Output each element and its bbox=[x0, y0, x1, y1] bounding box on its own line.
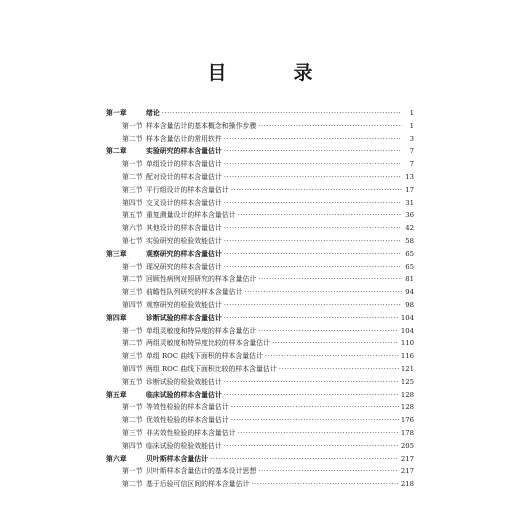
toc-entry-label: 第三节 bbox=[122, 288, 143, 297]
leader-dots bbox=[162, 107, 402, 120]
toc-page-number: 13 bbox=[405, 172, 414, 181]
toc-entry-title: 两组 ROC 曲线下面积比较的样本含量估计 bbox=[146, 364, 277, 373]
toc-section-row[interactable] bbox=[106, 184, 414, 197]
toc-entry-label: 第四节 bbox=[122, 441, 143, 450]
toc-entry-label: 第二节 bbox=[122, 134, 143, 143]
leader-dots bbox=[224, 197, 402, 210]
toc-section-row[interactable] bbox=[106, 325, 414, 338]
toc-page-number: 42 bbox=[405, 224, 414, 233]
toc-page-number: 1 bbox=[409, 121, 414, 130]
toc-entry-label: 第四节 bbox=[122, 364, 143, 373]
toc-entry-title: 配对设计的样本含量估计 bbox=[146, 172, 222, 181]
toc-section-row[interactable] bbox=[106, 337, 414, 350]
toc-section-row[interactable] bbox=[106, 120, 414, 133]
toc-section-row[interactable] bbox=[106, 299, 414, 312]
toc-entry-title: 平行组设计的样本含量估计 bbox=[146, 185, 229, 194]
toc-section-row[interactable] bbox=[106, 158, 414, 171]
toc-entry-label: 第六章 bbox=[106, 454, 127, 463]
toc-entry-title: 基于后验可信区间的样本含量估计 bbox=[146, 480, 250, 489]
toc-section-row[interactable] bbox=[106, 261, 414, 274]
toc-entry-label: 第二节 bbox=[122, 339, 143, 348]
toc-entry-label: 第二节 bbox=[122, 480, 143, 489]
toc-chapter-row[interactable] bbox=[106, 145, 414, 158]
leader-dots bbox=[231, 414, 399, 427]
toc-entry-label: 第五节 bbox=[122, 211, 143, 220]
toc-entry-label: 第二节 bbox=[122, 172, 143, 181]
toc-entry-title: 绪论 bbox=[146, 109, 160, 117]
toc-entry-title: 样本含量估计的常用软件 bbox=[146, 134, 222, 143]
toc-section-row[interactable] bbox=[106, 478, 414, 491]
toc-entry-title: 观察研究的样本含量估计 bbox=[146, 249, 222, 258]
leader-dots bbox=[231, 401, 399, 414]
toc-entry-label: 第一节 bbox=[122, 262, 143, 271]
toc-page-number: 176 bbox=[400, 416, 414, 425]
leader-dots bbox=[210, 453, 399, 466]
toc-page-number: 205 bbox=[400, 441, 414, 450]
toc-entry-title: 单组灵敏度和特异度的样本含量估计 bbox=[146, 326, 257, 335]
toc-entry-label: 第三章 bbox=[106, 249, 127, 258]
toc-entry-label: 第一节 bbox=[122, 467, 143, 476]
table-of-contents bbox=[106, 107, 414, 491]
leader-dots bbox=[258, 465, 399, 478]
toc-page-number: 116 bbox=[400, 352, 414, 361]
toc-page-number: 217 bbox=[400, 467, 414, 476]
toc-entry-label: 第一章 bbox=[106, 109, 127, 117]
toc-page-number: 98 bbox=[405, 300, 414, 309]
toc-section-row[interactable] bbox=[106, 440, 414, 453]
toc-page-number: 178 bbox=[400, 428, 414, 437]
toc-section-row[interactable] bbox=[106, 197, 414, 210]
leader-dots bbox=[224, 158, 402, 171]
toc-section-row[interactable] bbox=[106, 273, 414, 286]
toc-entry-title: 单组 ROC 曲线下面积的样本含量估计 bbox=[146, 352, 263, 361]
toc-entry-title: 两组灵敏度和特异度比较的样本含量估计 bbox=[146, 339, 271, 348]
toc-page-number: 17 bbox=[405, 185, 414, 194]
toc-entry-label: 第一节 bbox=[122, 160, 143, 169]
toc-entry-label: 第六节 bbox=[122, 224, 143, 233]
toc-entry-label: 第四章 bbox=[106, 313, 127, 322]
toc-entry-label: 第四节 bbox=[122, 198, 143, 207]
toc-chapter-row[interactable] bbox=[106, 453, 414, 466]
toc-entry-label: 第一节 bbox=[122, 403, 143, 412]
toc-entry-title: 等效性检验的样本含量估计 bbox=[146, 403, 229, 412]
toc-section-row[interactable] bbox=[106, 286, 414, 299]
toc-section-row[interactable] bbox=[106, 401, 414, 414]
leader-dots bbox=[224, 389, 399, 402]
toc-page-number: 104 bbox=[400, 326, 414, 335]
toc-page-number: 125 bbox=[400, 377, 414, 386]
toc-page-number: 218 bbox=[400, 480, 414, 489]
toc-entry-label: 第二节 bbox=[122, 275, 143, 284]
leader-dots bbox=[224, 312, 399, 325]
toc-entry-title: 回顾性病例对照研究的样本含量估计 bbox=[146, 275, 257, 284]
toc-section-row[interactable] bbox=[106, 376, 414, 389]
leader-dots bbox=[279, 363, 399, 376]
toc-chapter-row[interactable] bbox=[106, 107, 414, 120]
leader-dots bbox=[272, 337, 399, 350]
page-title: 目 录 bbox=[207, 62, 337, 84]
toc-page-number: 7 bbox=[409, 147, 414, 156]
toc-section-row[interactable] bbox=[106, 427, 414, 440]
toc-section-row[interactable] bbox=[106, 171, 414, 184]
toc-page-number: 1 bbox=[409, 109, 414, 117]
toc-entry-title: 重复测量设计的样本含量估计 bbox=[146, 211, 236, 220]
toc-entry-label: 第五节 bbox=[122, 377, 143, 386]
toc-page-number: 65 bbox=[405, 249, 414, 258]
leader-dots bbox=[224, 248, 402, 261]
toc-section-row[interactable] bbox=[106, 209, 414, 222]
toc-section-row[interactable] bbox=[106, 222, 414, 235]
toc-entry-label: 第二章 bbox=[106, 147, 127, 156]
toc-entry-title: 现况研究的样本含量估计 bbox=[146, 262, 222, 271]
toc-entry-label: 第一节 bbox=[122, 326, 143, 335]
toc-page-number: 3 bbox=[409, 134, 414, 143]
toc-section-row[interactable] bbox=[106, 133, 414, 146]
leader-dots bbox=[258, 120, 402, 133]
toc-page-number: 81 bbox=[405, 275, 414, 284]
leader-dots bbox=[238, 427, 399, 440]
leader-dots bbox=[258, 325, 399, 338]
toc-entry-title: 优效性检验的样本含量估计 bbox=[146, 416, 229, 425]
toc-entry-title: 单组设计的样本含量估计 bbox=[146, 160, 222, 169]
toc-section-row[interactable] bbox=[106, 350, 414, 363]
toc-entry-label: 第五章 bbox=[106, 390, 127, 399]
toc-page-number: 31 bbox=[405, 198, 414, 207]
leader-dots bbox=[251, 478, 398, 491]
toc-section-row[interactable] bbox=[106, 414, 414, 427]
toc-entry-label: 第三节 bbox=[122, 185, 143, 194]
toc-entry-title: 交叉设计的样本含量估计 bbox=[146, 198, 222, 207]
toc-page-number: 7 bbox=[409, 160, 414, 169]
toc-entry-label: 第七节 bbox=[122, 236, 143, 245]
toc-entry-title: 贝叶斯样本含量估计 bbox=[146, 454, 209, 463]
toc-entry-label: 第四节 bbox=[122, 300, 143, 309]
leader-dots bbox=[224, 133, 402, 146]
toc-entry-title: 诊断试验的样本含量估计 bbox=[146, 313, 222, 322]
toc-entry-title: 非劣效性检验的样本含量估计 bbox=[146, 428, 236, 437]
toc-entry-title: 前瞻性队列研究的样本含量估计 bbox=[146, 288, 243, 297]
toc-section-row[interactable] bbox=[106, 235, 414, 248]
toc-section-row[interactable] bbox=[106, 465, 414, 478]
toc-entry-title: 实验研究的样本含量估计 bbox=[146, 147, 222, 156]
toc-entry-label: 第三节 bbox=[122, 352, 143, 361]
toc-page-number: 128 bbox=[400, 390, 414, 399]
toc-page-number: 36 bbox=[405, 211, 414, 220]
toc-entry-title: 贝叶斯样本含量估计的基本设计思想 bbox=[146, 467, 257, 476]
toc-chapter-row[interactable] bbox=[106, 312, 414, 325]
toc-entry-title: 临床试验的检验效能估计 bbox=[146, 441, 222, 450]
leader-dots bbox=[224, 222, 402, 235]
toc-entry-title: 样本含量估计的基本概念和操作步骤 bbox=[146, 121, 257, 130]
leader-dots bbox=[224, 145, 402, 158]
leader-dots bbox=[224, 440, 399, 453]
leader-dots bbox=[224, 235, 402, 248]
toc-page-number: 128 bbox=[400, 403, 414, 412]
leader-dots bbox=[244, 286, 402, 299]
toc-entry-title: 其他设计的样本含量估计 bbox=[146, 224, 222, 233]
leader-dots bbox=[231, 184, 402, 197]
toc-entry-label: 第三节 bbox=[122, 428, 143, 437]
leader-dots bbox=[258, 273, 402, 286]
toc-entry-label: 第一节 bbox=[122, 121, 143, 130]
toc-entry-title: 实验研究的检验效能估计 bbox=[146, 236, 222, 245]
toc-entry-title: 临床试验的样本含量估计 bbox=[146, 390, 222, 399]
toc-page-number: 217 bbox=[400, 454, 414, 463]
toc-page-number: 110 bbox=[400, 339, 414, 348]
leader-dots bbox=[224, 171, 402, 184]
toc-entry-title: 诊断试验的检验效能估计 bbox=[146, 377, 222, 386]
toc-entry-title: 观察研究的检验效能估计 bbox=[146, 300, 222, 309]
toc-entry-label: 第二节 bbox=[122, 416, 143, 425]
leader-dots bbox=[224, 261, 402, 274]
toc-chapter-row[interactable] bbox=[106, 389, 414, 402]
toc-page-number: 58 bbox=[405, 236, 414, 245]
toc-page-number: 121 bbox=[400, 364, 414, 373]
leader-dots bbox=[224, 299, 402, 312]
toc-chapter-row[interactable] bbox=[106, 248, 414, 261]
toc-page-number: 104 bbox=[400, 313, 414, 322]
leader-dots bbox=[265, 350, 399, 363]
leader-dots bbox=[224, 376, 399, 389]
toc-section-row[interactable] bbox=[106, 363, 414, 376]
toc-page-number: 94 bbox=[405, 288, 414, 297]
toc-page-number: 65 bbox=[405, 262, 414, 271]
leader-dots bbox=[238, 209, 402, 222]
